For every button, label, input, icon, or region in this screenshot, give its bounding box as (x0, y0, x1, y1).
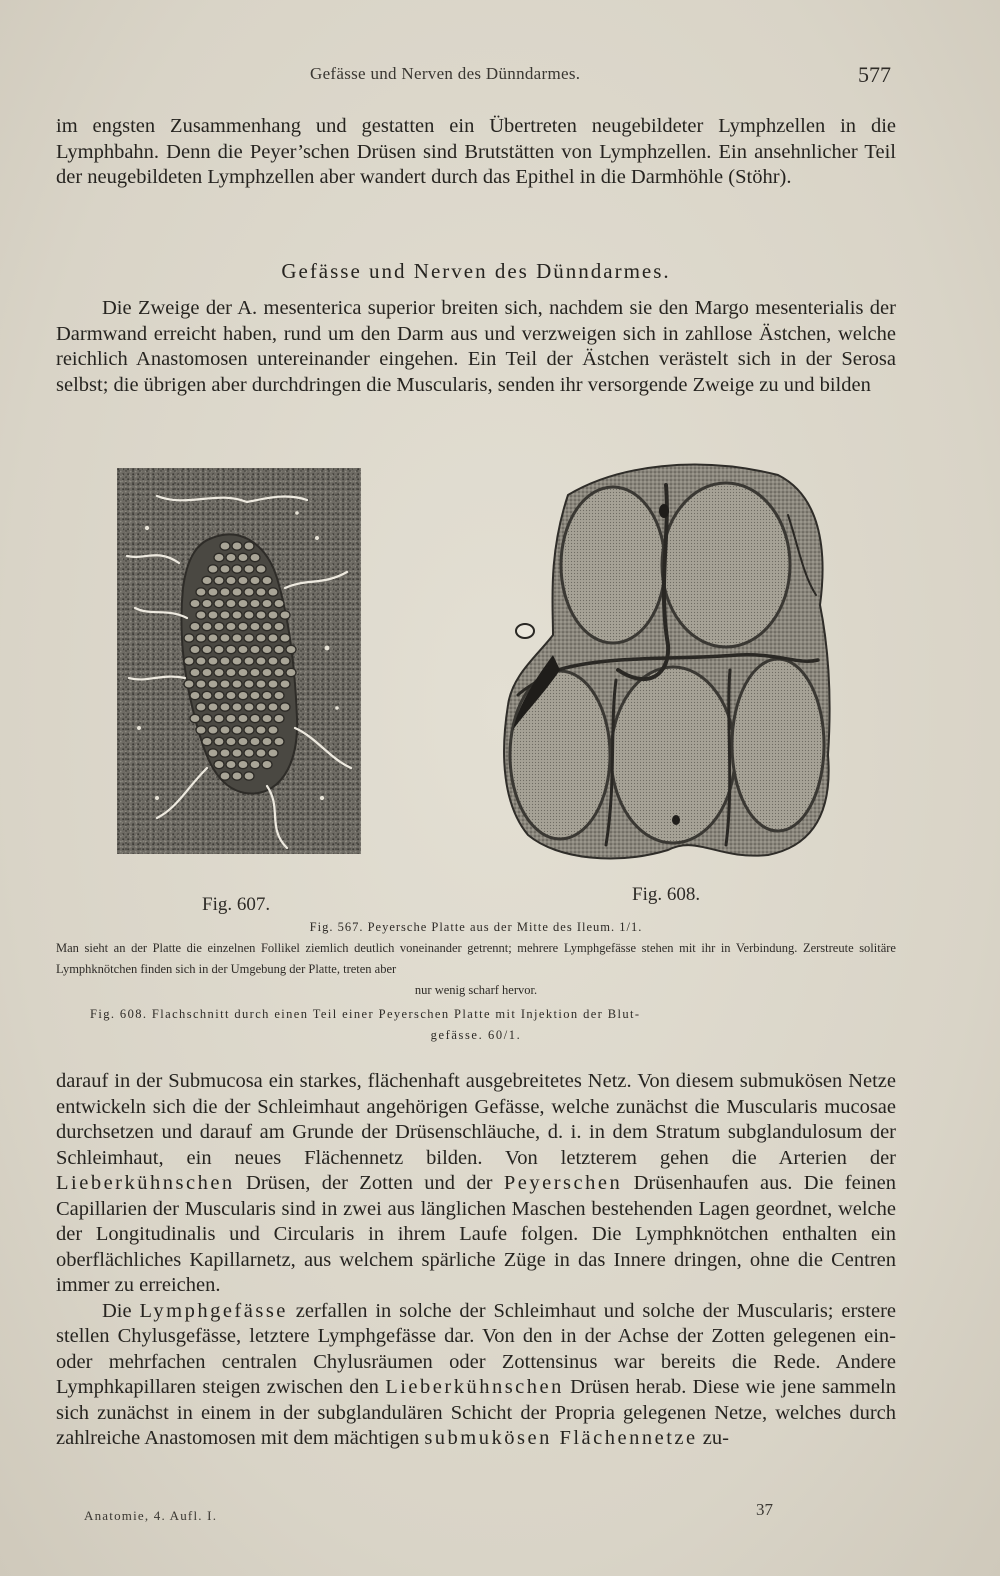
figure-607-illustration (117, 468, 361, 854)
text-run: zu- (697, 1427, 729, 1449)
caption-description: Man sieht an der Platte die einzelnen Follikel ziemlich deutlich voneinander getrennt; mehrere Lymphgefässe stehen mit ihr in Verbindung. Zerstreute solitäre Lymphknötchen finden sich in der Umgebung der Platte, treten aber (56, 941, 896, 976)
caption-title-line: Fig. 567. Peyersche Platte aus der Mitte des Ileum. 1/1. (309, 920, 643, 934)
footer-signature-mark: 37 (756, 1500, 773, 1519)
figure-608-illustration (498, 455, 834, 865)
spaced-term: Lieberkühnschen (56, 1172, 235, 1194)
text-run: Drüsenhaufen aus. Die feinen Capillarien der Muscularis sind in zwei aus länglichen Maschen bestehenden Lagen geordnet, welche der Longitudinalis und Circularis in ihrem Laufe folgen. Die Lymphknötchen enthalten ein oberflächliches Kapillarnetz, aus welchem spärliche Züge in das Innere dringen, ohne die Centren immer zu erreichen. (56, 1172, 896, 1296)
figure-608-label: Fig. 608. (632, 884, 701, 905)
paragraph (56, 1299, 896, 1452)
paragraph: Die Zweige der A. mesenterica superior breiten sich, nachdem sie den Margo mesenterialis der Darmwand erreicht haben, rund um den Darm aus und verzweigen sich in zahllose Ästchen, welche reichlich Anastomosen untereinander eingehen. Ein Teil der Ästchen verästelt sich in der Serosa selbst; die übrigen aber durchdringen die Muscularis, senden ihr versorgende Zweige zu und bilden (56, 297, 896, 396)
paragraph (56, 1069, 896, 1299)
text-run: darauf in der Submucosa ein starkes, flächenhaft ausgebreitetes Netz. Von diesem submukösen Netze entwickeln sich die der Schleimhaut angehörigen Gefässe, welche zunächst die Muscularis mucosae durchsetzen und darauf am Grunde der Drüsenschläuche, d. i. in dem Stratum subglandulosum der Schleimhaut, ein neues Flächennetz bilden. Von letzterem gehen die Arterien der (56, 1070, 896, 1169)
spaced-term: Lieberkühnschen (385, 1376, 564, 1398)
body-text-bottom (56, 1069, 896, 1452)
caption-title-line: Fig. 608. Flachschnitt durch einen Teil einer Peyerschen Platte mit Injektion der Blut- (90, 1007, 641, 1021)
caption-title-continuation: gefässe. 60/1. (430, 1028, 522, 1042)
figure-608-caption (56, 1004, 896, 1046)
figure-607-label: Fig. 607. (202, 894, 271, 915)
spaced-term: Lymphgefässe (139, 1299, 288, 1322)
running-title: Gefässe und Nerven des Dünndarmes. (310, 64, 581, 83)
section-heading: Gefässe und Nerven des Dünndarmes. (281, 259, 671, 283)
figure-607-caption (56, 917, 896, 1001)
page-number: 577 (858, 62, 891, 87)
footer-book-title: Anatomie, 4. Aufl. I. (84, 1508, 218, 1523)
text-run: Drüsen herab. Diese wie jene sammeln sich zunächst in einem in der subglandulären Schicht der Propria gelegenen Netze, welches durch zahlreiche Anastomosen mit dem mächtigen (56, 1376, 896, 1449)
text-run: zerfallen in solche der Schleimhaut und solche der Muscularis; erstere stellen Chylusgefässe, letztere Lymphgefässe dar. Von den in der Achse der Zotten gelegenen ein- oder mehrfachen centralen Chylusräumen oder Zottensinus war bereits die Rede. Andere Lymphkapillaren steigen zwischen den (56, 1299, 896, 1398)
text-run: Drüsen, der Zotten und der (234, 1172, 504, 1194)
text-run: Die (102, 1299, 140, 1322)
body-text-top (56, 114, 896, 191)
spaced-term: submukösen Flächennetze (424, 1427, 698, 1449)
caption-description-end: nur wenig scharf hervor. (414, 983, 538, 997)
paragraph: im engsten Zusammenhang und gestatten ein Übertreten neugebildeter Lymphzellen in die Lymphbahn. Denn die Peyer’schen Drüsen sind Brutstätten von Lymphzellen. Ein ansehnlicher Teil der neugebildeten Lymphzellen aber wandert durch das Epithel in die Darmhöhle (Stöhr). (56, 115, 896, 188)
body-text-middle (56, 296, 896, 398)
spaced-term: Peyerschen (503, 1172, 623, 1194)
